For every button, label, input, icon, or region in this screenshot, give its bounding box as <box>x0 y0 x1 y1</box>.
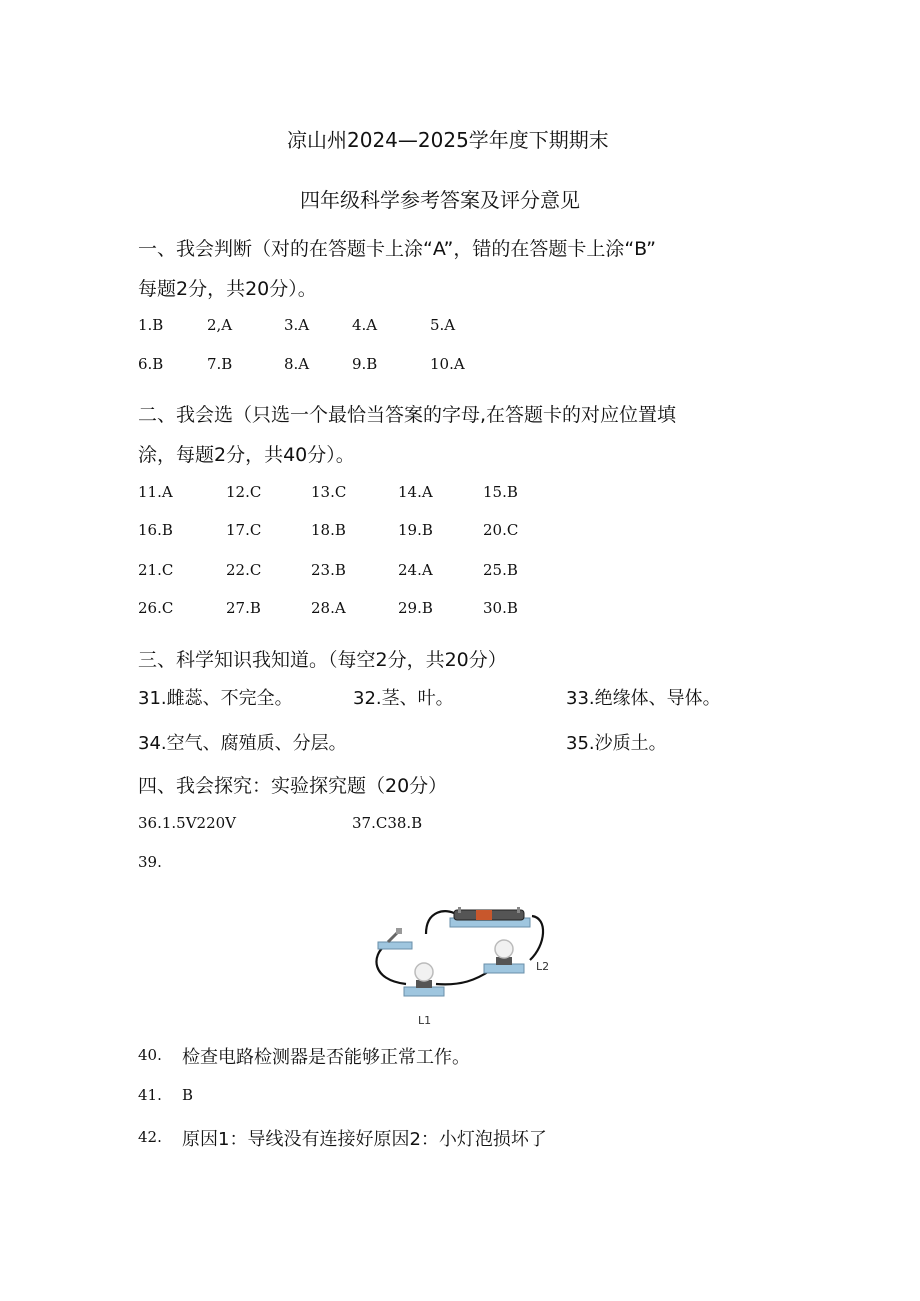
answer-10: 10.A <box>430 355 465 373</box>
battery-holder <box>450 907 530 927</box>
answer-20: 20.C <box>483 521 519 539</box>
page-title: 凉山州2024—2025学年度下期期末 <box>287 128 609 152</box>
answer-6: 6.B <box>138 355 164 373</box>
answer-4: 4.A <box>352 316 378 334</box>
answer-41: B <box>182 1086 194 1104</box>
bulb-l1 <box>404 963 444 996</box>
answer-9: 9.B <box>352 355 378 373</box>
section-2-heading-cont: 涂，每题2分，共40分）。 <box>138 444 355 466</box>
answer-21: 21.C <box>138 561 174 579</box>
answer-32: 32.茎、叶。 <box>353 688 454 709</box>
answer-11: 11.A <box>138 483 173 501</box>
answer-26: 26.C <box>138 599 174 617</box>
answer-22: 22.C <box>226 561 262 579</box>
answer-23: 23.B <box>311 561 346 579</box>
answer-16: 16.B <box>138 521 173 539</box>
answer-40: 检查电路检测器是否能够正常工作。 <box>182 1047 470 1068</box>
answer-24: 24.A <box>398 561 433 579</box>
page-subtitle: 四年级科学参考答案及评分意见 <box>300 188 580 212</box>
answer-42: 原因1：导线没有连接好原因2：小灯泡损坏了 <box>182 1129 547 1150</box>
label-l1: L1 <box>418 1014 432 1027</box>
answer-37-38: 37.C38.B <box>352 814 423 832</box>
answer-41-number: 41. <box>138 1086 162 1104</box>
answer-35: 35.沙质土。 <box>566 733 667 754</box>
answer-42-number: 42. <box>138 1128 162 1146</box>
answer-5: 5.A <box>430 316 456 334</box>
section-1-heading: 一、我会判断（对的在答题卡上涂“A”，错的在答题卡上涂“B” <box>138 238 657 260</box>
answer-31: 31.雌蕊、不完全。 <box>138 688 293 709</box>
section-4-heading: 四、我会探究：实验探究题（20分） <box>138 775 448 797</box>
answer-25: 25.B <box>483 561 518 579</box>
answer-2: 2,A <box>207 316 233 334</box>
answer-1: 1.B <box>138 316 164 334</box>
answer-13: 13.C <box>311 483 347 501</box>
answer-39-label: 39. <box>138 853 162 871</box>
answer-40-number: 40. <box>138 1046 162 1064</box>
answer-8: 8.A <box>284 355 310 373</box>
answer-30: 30.B <box>483 599 518 617</box>
answer-19: 19.B <box>398 521 433 539</box>
answer-12: 12.C <box>226 483 262 501</box>
answer-7: 7.B <box>207 355 233 373</box>
section-1-heading-cont: 每题2分，共20分）。 <box>138 278 317 300</box>
answer-28: 28.A <box>311 599 346 617</box>
answer-34: 34.空气、腐殖质、分层。 <box>138 733 347 754</box>
section-3-heading: 三、科学知识我知道。（每空2分，共20分） <box>138 649 507 671</box>
switch <box>378 928 412 949</box>
label-l2: L2 <box>536 960 550 973</box>
answer-36: 36.1.5V220V <box>138 814 237 832</box>
answer-14: 14.A <box>398 483 433 501</box>
bulb-l2 <box>484 940 524 973</box>
answer-17: 17.C <box>226 521 262 539</box>
answer-27: 27.B <box>226 599 261 617</box>
answer-29: 29.B <box>398 599 433 617</box>
answer-33: 33.绝缘体、导体。 <box>566 688 721 709</box>
circuit-diagram <box>366 900 566 1030</box>
answer-18: 18.B <box>311 521 346 539</box>
answer-15: 15.B <box>483 483 518 501</box>
answer-3: 3.A <box>284 316 310 334</box>
section-2-heading: 二、我会选（只选一个最恰当答案的字母,在答题卡的对应位置填 <box>138 404 677 426</box>
